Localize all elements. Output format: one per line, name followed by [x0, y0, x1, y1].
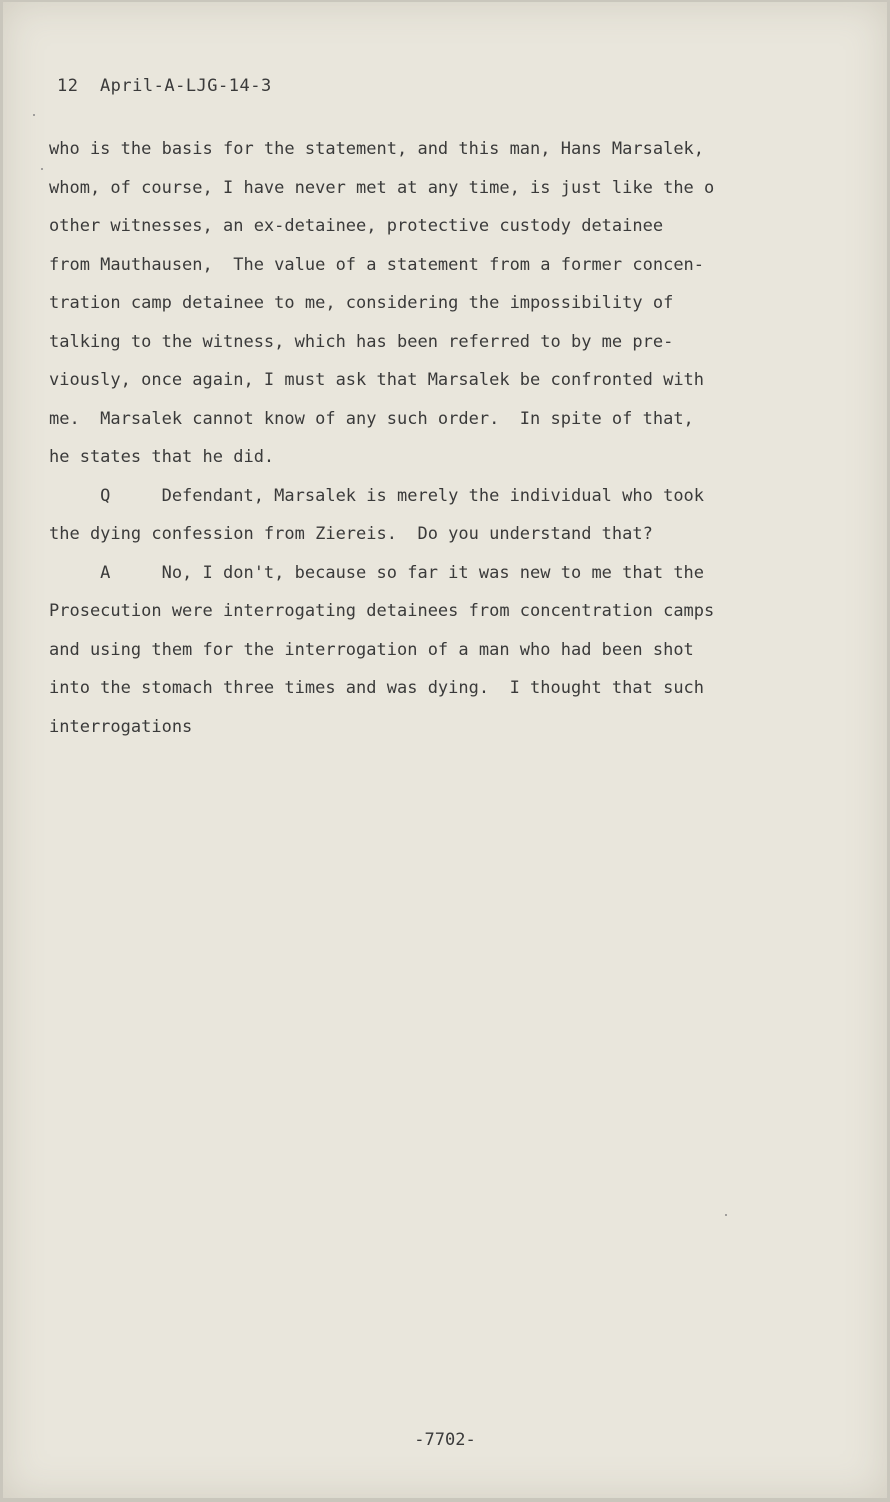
text-line: he states that he did.: [49, 447, 275, 467]
text-line-answer: A No, I don't, because so far it was new to me that the: [49, 562, 705, 583]
paper-speck: [41, 168, 43, 170]
paper-speck: [725, 1214, 727, 1216]
text-line: from Mauthausen, The value of a statement from a former concen-: [49, 254, 705, 275]
text-line: who is the basis for the statement, and this man, Hans Marsalek,: [49, 139, 705, 159]
page-number: -7702-: [414, 1430, 476, 1450]
text-line: whom, of course, I have never met at any time, is just like the o: [49, 177, 715, 198]
text-line: talking to the witness, which has been referred to by me pre-: [49, 331, 674, 352]
text-line: Prosecution were interrogating detainees from concentration camps: [49, 601, 715, 621]
text-line: the dying confession from Ziereis. Do you understand that?: [49, 524, 653, 544]
text-line: tration camp detainee to me, considering the impossibility of: [49, 293, 674, 313]
text-line: viously, once again, I must ask that Marsalek be confronted with: [49, 370, 705, 390]
document-page: [3, 2, 887, 1498]
text-line: interrogations: [49, 716, 193, 737]
text-line: and using them for the interrogation of a man who had been shot: [49, 639, 694, 660]
paper-speck: [33, 114, 35, 116]
page-header: 12 April-A-LJG-14-3: [57, 76, 272, 96]
text-line: into the stomach three times and was dying. I thought that such: [49, 678, 705, 698]
text-line: other witnesses, an ex-detainee, protective custody detainee: [49, 216, 664, 236]
text-line-question: Q Defendant, Marsalek is merely the individual who took: [49, 485, 705, 506]
body-text: [49, 130, 809, 746]
text-line: me. Marsalek cannot know of any such order. In spite of that,: [49, 408, 694, 429]
